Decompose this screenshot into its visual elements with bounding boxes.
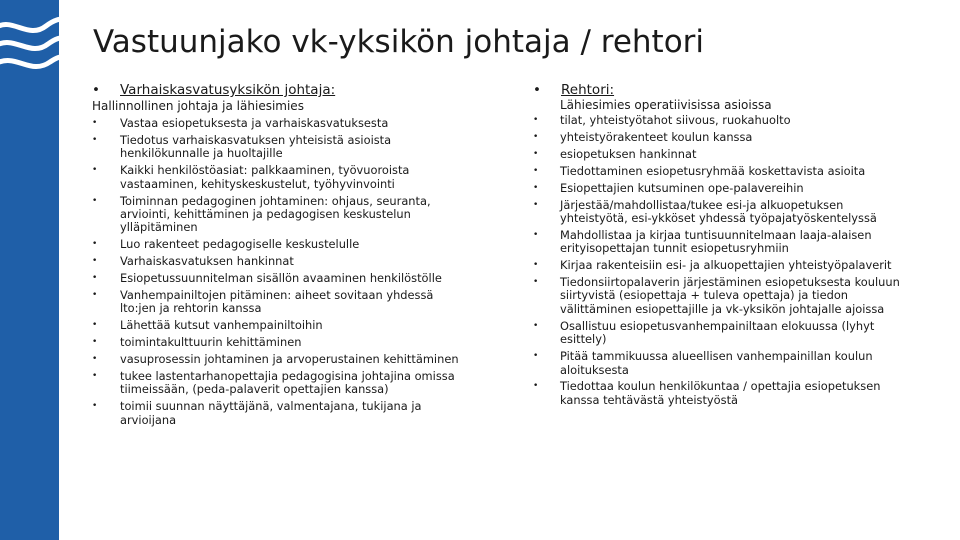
heading-bullet: • <box>92 82 100 98</box>
list-item-text: Vastaa esiopetuksesta ja varhaiskasvatuksesta <box>120 116 389 130</box>
list-item-text: Esiopetussuunnitelman sisällön avaaminen henkilöstölle <box>120 271 442 286</box>
list-item <box>533 350 913 377</box>
list-item <box>533 114 913 127</box>
list-item <box>92 336 472 349</box>
left-heading <box>92 82 472 99</box>
list-item <box>92 134 472 161</box>
list-item <box>533 259 913 272</box>
left-subheading: Hallinnollinen johtaja ja lähiesimies <box>92 99 304 113</box>
bullet: • <box>533 229 539 240</box>
list-item-text: toimii suunnan näyttäjänä, valmentajana, tukijana ja arvioijana <box>120 399 422 427</box>
slide-title: Vastuunjako vk-yksikön johtaja / rehtori <box>93 24 705 60</box>
right-subheading: Lähiesimies operatiivisissa asioissa <box>560 98 772 112</box>
list-item-text: toimintakulttuurin kehittäminen <box>120 335 302 350</box>
list-item-text: yhteistyörakenteet koulun kanssa <box>560 129 753 144</box>
list-item <box>92 195 472 235</box>
list-item <box>533 165 913 178</box>
bullet: • <box>92 320 98 331</box>
right-heading-text: Rehtori: <box>561 82 615 98</box>
bullet: • <box>533 381 539 392</box>
list-item-text: tukee lastentarhanopettajia pedagogisina johtajina omissa tiimeissään, (peda-palaverit opettajien kanssa) <box>120 369 455 397</box>
left-item-list <box>92 117 472 427</box>
list-item <box>533 199 913 226</box>
list-item-text: Tiedotus varhaiskasvatuksen yhteisistä asioista henkilökunnalle ja huoltajille <box>120 132 392 161</box>
bullet: • <box>92 273 98 284</box>
list-item-text: Luo rakenteet pedagogiselle keskustelulle <box>120 237 360 252</box>
list-item <box>92 319 472 332</box>
bullet: • <box>533 131 539 142</box>
bullet: • <box>533 148 539 159</box>
bullet: • <box>92 371 98 381</box>
bullet: • <box>92 134 98 145</box>
list-item-text: Osallistuu esiopetusvanhempainiltaan elokuussa (lyhyt esittely) <box>560 318 875 347</box>
list-item <box>92 370 472 397</box>
list-item-text: Toiminnan pedagoginen johtaminen: ohjaus, seuranta, arviointi, kehittäminen ja pedagogisen keskustelun ylläpitäminen <box>120 193 431 235</box>
list-item <box>92 164 472 191</box>
list-item-text: esiopetuksen hankinnat <box>560 146 697 161</box>
bullet: • <box>92 337 98 348</box>
list-item-text: Järjestää/mahdollistaa/tukee esi-ja alkuopetuksen yhteistyötä, esi-ykköset yhdessä työpajatyöskentelyssä <box>560 197 877 225</box>
list-item-text: Tiedottaa koulun henkilökuntaa / opettajia esiopetuksen kanssa tehtävästä yhteistyöstä <box>560 379 881 407</box>
bullet: • <box>92 165 98 176</box>
list-item <box>533 182 913 195</box>
list-item <box>533 380 913 407</box>
list-item <box>92 353 472 366</box>
wave-logo-graphic <box>0 0 59 540</box>
right-item-list <box>533 114 913 407</box>
list-item-text: Varhaiskasvatuksen hankinnat <box>120 254 294 269</box>
bullet: • <box>92 401 98 412</box>
bullet: • <box>533 165 539 176</box>
decorative-sidebar <box>0 0 59 540</box>
list-item <box>533 131 913 144</box>
list-item <box>92 272 472 285</box>
left-column <box>92 82 472 431</box>
bullet: • <box>533 115 539 125</box>
heading-bullet: • <box>533 82 541 98</box>
list-item <box>92 289 472 316</box>
list-item-text: Tiedottaminen esiopetusryhmää koskettavista asioita <box>560 163 866 178</box>
left-heading-text: Varhaiskasvatusyksikön johtaja: <box>120 82 336 98</box>
bullet: • <box>92 118 98 128</box>
list-item <box>533 320 913 347</box>
bullet: • <box>533 277 539 288</box>
list-item-text: Tiedonsiirtopalaverin järjestäminen esiopetuksesta kouluun siirtyvistä (esiopettaja + tuleva opettaja) ja tiedon välittäminen esiopettajille ja vk-yksikön johtajalle ajoissa <box>560 275 900 316</box>
list-item-text: Lähettää kutsut vanhempainiltoihin <box>120 318 323 333</box>
bullet: • <box>533 199 539 210</box>
list-item-text: vasuprosessin johtaminen ja arvoperustainen kehittäminen <box>120 352 459 367</box>
list-item-text: Pitää tammikuussa alueellisen vanhempainillan koulun aloituksesta <box>560 349 873 377</box>
right-column <box>533 82 913 411</box>
list-item-text: tilat, yhteistyötahot siivous, ruokahuolto <box>560 113 791 127</box>
list-item-text: Kirjaa rakenteisiin esi- ja alkuopettajien yhteistyöpalaverit <box>560 258 892 273</box>
list-item <box>92 117 472 130</box>
bullet: • <box>533 182 539 193</box>
list-item <box>92 400 472 427</box>
list-item-text: Vanhempainiltojen pitäminen: aiheet sovitaan yhdessä lto:jen ja rehtorin kanssa <box>120 287 434 316</box>
list-item-text: Esiopettajien kutsuminen ope-palavereihin <box>560 180 804 195</box>
bullet: • <box>92 256 98 267</box>
bullet: • <box>533 351 539 362</box>
list-item <box>533 276 913 316</box>
bullet: • <box>92 195 98 206</box>
right-heading <box>533 82 913 99</box>
bullet: • <box>533 260 539 271</box>
list-item <box>533 229 913 256</box>
list-item <box>92 238 472 251</box>
bullet: • <box>92 289 98 300</box>
list-item-text: Mahdollistaa ja kirjaa tuntisuunnitelmaan laaja-alaisen erityisopettajan tunnit esiopetusryhmiin <box>560 227 872 256</box>
bullet: • <box>92 239 98 250</box>
bullet: • <box>92 354 98 365</box>
list-item <box>92 255 472 268</box>
list-item <box>533 148 913 161</box>
list-item-text: Kaikki henkilöstöasiat: palkkaaminen, työvuoroista vastaaminen, kehityskeskustelut, työhyvinvointi <box>120 163 410 191</box>
bullet: • <box>533 320 539 331</box>
